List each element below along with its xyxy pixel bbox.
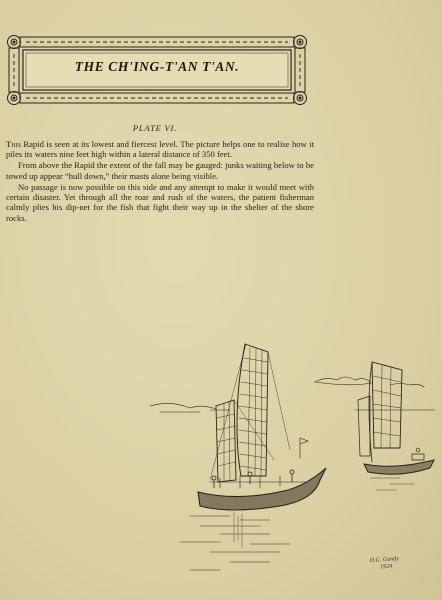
paragraph-2: From above the Rapid the extent of the fall may be gauged: junks waiting below to be towed up appear “hull down,” their masts alone being visible. (6, 160, 314, 181)
signature-year: 1924 (380, 563, 393, 571)
title-cartouche (6, 34, 308, 106)
junks-sketch-illustration (150, 330, 442, 590)
body-text (6, 139, 314, 224)
plate-label: PLATE VI. (132, 123, 178, 133)
page-title: THE CH'ING-T'AN T'AN. (74, 59, 240, 74)
paragraph-1 (6, 139, 314, 160)
lead-word: This (6, 139, 21, 149)
signature-name: H.G. Gandy (369, 556, 400, 565)
paragraph-text: Rapid is seen at its lowest and fiercest level. The picture helps one to realise how it piles its waters nine feet high within a lateral distance of 350 feet. (6, 139, 314, 160)
paragraph-3: No passage is now possible on this side and any attempt to make it would meet with certain disaster. Yet through all the roar and rush of the waters, the patient fisherman calmly plies his dip-net for the fish that fight their way up in the shelter of the shore rocks. (6, 181, 314, 223)
